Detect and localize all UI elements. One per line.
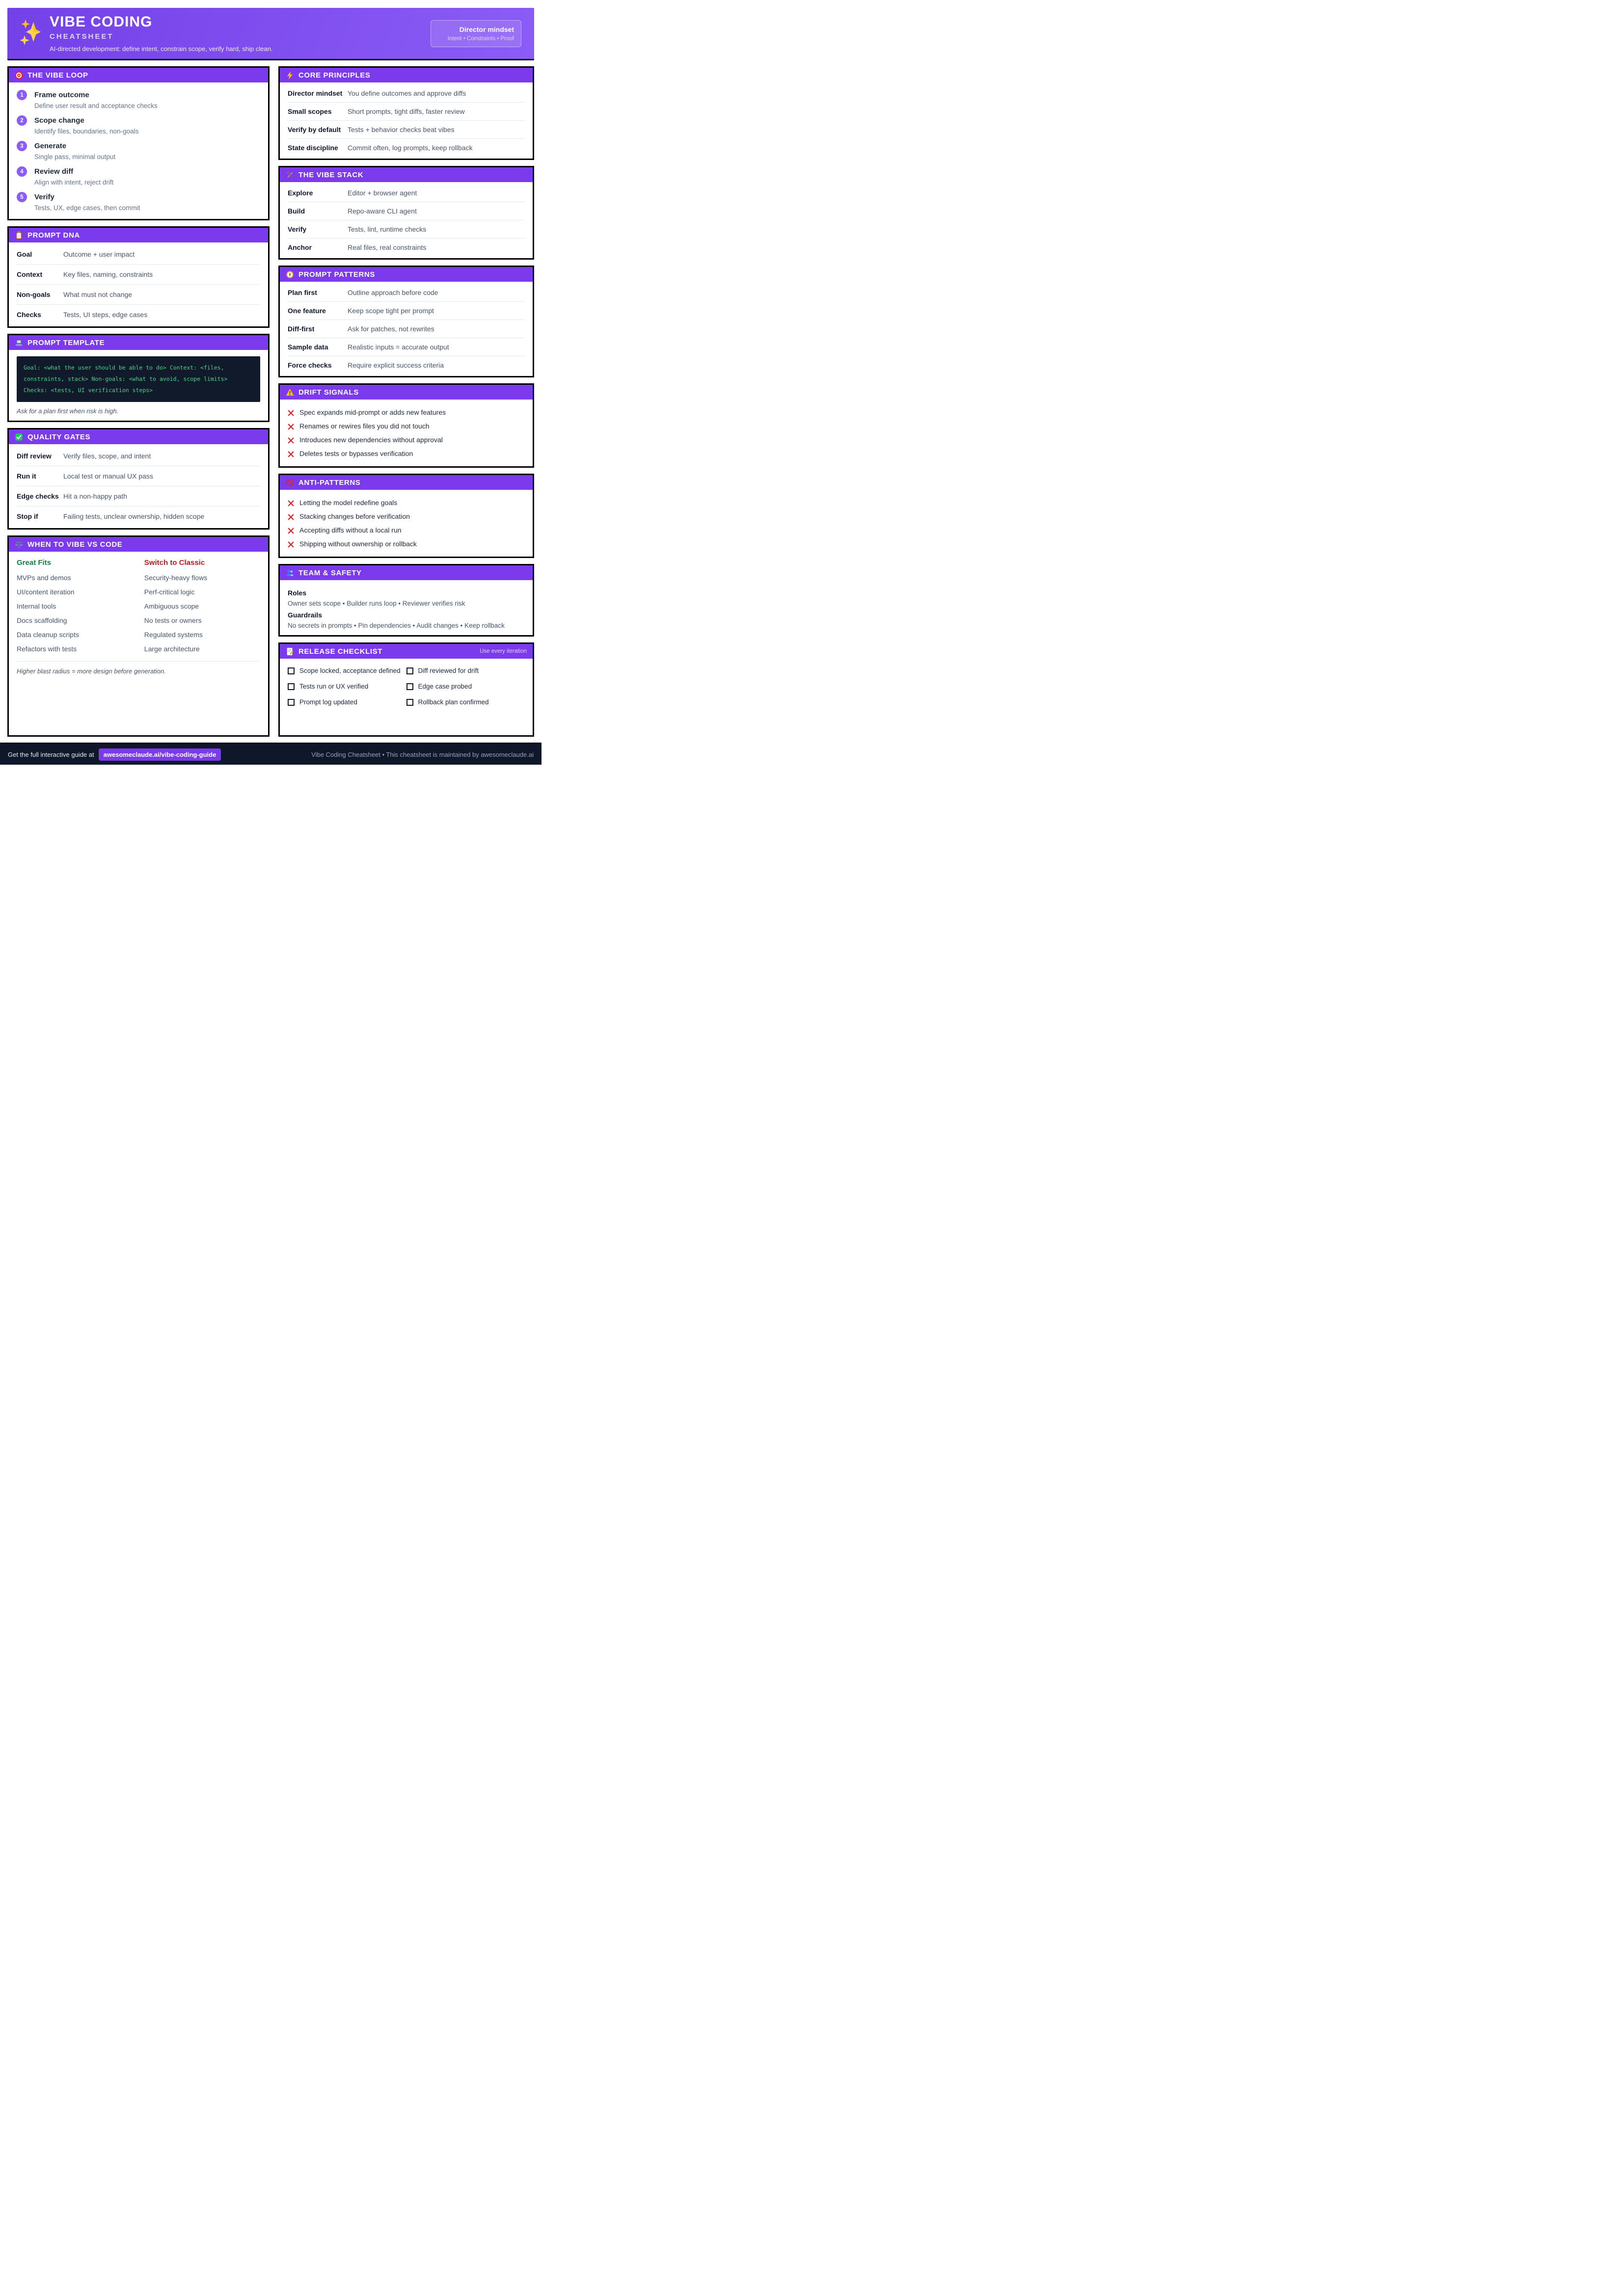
list-item-text: Accepting diffs without a local run	[299, 526, 402, 534]
prompt-template-body	[9, 350, 268, 421]
checklist-item	[406, 667, 525, 674]
row-key: Non-goals	[17, 291, 51, 298]
section-vibe-stack	[278, 166, 534, 260]
row-key: Small scopes	[288, 107, 332, 115]
checklist-item-label: Tests run or UX verified	[299, 683, 369, 690]
table-row	[288, 356, 525, 374]
table-row	[17, 305, 260, 324]
section-prompt-patterns	[278, 266, 534, 377]
section-title: ANTI-PATTERNS	[298, 478, 361, 487]
row-key: Explore	[288, 189, 313, 197]
footer-left	[8, 748, 221, 761]
group-text: Owner sets scope • Builder runs loop • Reviewer verifies risk	[288, 600, 465, 607]
list-item-text: Renames or rewires files you did not touch	[299, 422, 430, 430]
row-value: Tests, lint, runtime checks	[348, 225, 427, 233]
clipboard-icon	[15, 231, 23, 240]
list-item: No tests or owners	[144, 616, 202, 624]
section-header	[280, 475, 533, 490]
list-item: Perf-critical logic	[144, 588, 195, 596]
list-item-text: Spec expands mid-prompt or adds new features	[299, 408, 446, 416]
table-row	[288, 84, 525, 103]
mindset-subtitle: Intent • Constraints • Proof	[447, 35, 514, 42]
list-item	[288, 433, 525, 447]
table-row	[17, 486, 260, 507]
x-mark-icon	[288, 528, 294, 534]
table-row	[288, 239, 525, 256]
step-description: Define user result and acceptance checks	[34, 102, 158, 109]
list-item-text: Letting the model redefine goals	[299, 499, 398, 507]
section-title: PROMPT TEMPLATE	[27, 338, 105, 347]
section-title: DRIFT SIGNALS	[298, 388, 359, 397]
checklist-item	[288, 698, 406, 706]
row-value: Require explicit success criteria	[348, 361, 444, 369]
row-value: You define outcomes and approve diffs	[348, 89, 466, 97]
checklist-item	[288, 683, 406, 690]
loop-step	[17, 166, 260, 186]
section-quality-gates	[7, 428, 270, 530]
list-item: Large architecture	[144, 645, 200, 653]
step-title: Frame outcome	[34, 91, 89, 99]
footer-credit-text: Vibe Coding Cheatsheet • This cheatsheet is maintained by awesomeclaude.ai	[311, 750, 534, 758]
bolt-icon	[286, 71, 294, 80]
list-item	[288, 496, 525, 509]
row-key: Plan first	[288, 289, 317, 296]
section-header	[9, 335, 268, 350]
section-header	[280, 565, 533, 580]
section-anti-patterns	[278, 474, 534, 558]
step-title: Verify	[34, 193, 54, 201]
checkbox[interactable]	[406, 699, 413, 706]
tagline: AI-directed development: define intent, constrain scope, verify hard, ship clean.	[50, 45, 273, 53]
section-header	[280, 167, 533, 182]
section-title: RELEASE CHECKLIST	[298, 647, 383, 656]
section-drift-signals	[278, 383, 534, 468]
great-fits-column	[17, 559, 144, 659]
row-key: Verify	[288, 225, 307, 233]
row-value: Tests, UI steps, edge cases	[63, 311, 148, 319]
section-core-principles	[278, 66, 534, 160]
cheatsheet-page	[0, 0, 541, 737]
checklist-item-label: Edge case probed	[418, 683, 472, 690]
vibe-loop-steps	[9, 82, 268, 219]
prompt-patterns-table	[280, 282, 533, 376]
loop-step	[17, 140, 260, 160]
vibe-vs-code-columns	[9, 552, 268, 660]
row-key: Verify by default	[288, 126, 341, 133]
great-fits-title: Great Fits	[17, 559, 52, 567]
row-value: Real files, real constraints	[348, 243, 427, 251]
step-title: Review diff	[34, 167, 74, 176]
checklist-item-label: Diff reviewed for drift	[418, 667, 479, 674]
section-prompt-dna	[7, 226, 270, 328]
table-row	[288, 320, 525, 338]
row-key: Checks	[17, 311, 41, 319]
step-description: Tests, UX, edge cases, then commit	[34, 204, 140, 212]
anti-patterns-list	[280, 490, 533, 557]
step-number-badge: 5	[17, 192, 27, 202]
row-key: Director mindset	[288, 89, 343, 97]
row-value: Outline approach before code	[348, 289, 438, 296]
step-number-badge: 1	[17, 90, 27, 100]
list-item: MVPs and demos	[17, 574, 71, 582]
section-title: THE VIBE STACK	[298, 170, 364, 179]
row-key: Sample data	[288, 343, 328, 351]
row-key: Run it	[17, 472, 36, 480]
checkbox[interactable]	[406, 667, 413, 674]
step-number-badge: 3	[17, 141, 27, 151]
blast-radius-note: Higher blast radius = more design before generation.	[17, 661, 260, 681]
list-item-text: Stacking changes before verification	[299, 512, 410, 520]
vibe-stack-table	[280, 182, 533, 258]
right-column	[278, 66, 534, 737]
table-row	[288, 139, 525, 157]
row-key: One feature	[288, 307, 326, 315]
row-value: Failing tests, unclear ownership, hidden scope	[63, 512, 205, 520]
table-row	[288, 302, 525, 320]
table-row	[288, 121, 525, 139]
row-value: Realistic inputs = accurate output	[348, 343, 449, 351]
checkbox[interactable]	[406, 683, 413, 690]
group-text: No secrets in prompts • Pin dependencies • Audit changes • Keep rollback	[288, 622, 505, 629]
row-value: Tests + behavior checks beat vibes	[348, 126, 455, 133]
x-mark-icon	[288, 514, 294, 520]
checklist-item-label: Rollback plan confirmed	[418, 698, 489, 706]
section-vibe-loop	[7, 66, 270, 220]
table-row	[288, 184, 525, 202]
quality-gates-table	[9, 444, 268, 528]
section-header	[280, 644, 533, 659]
loop-step	[17, 115, 260, 135]
group-label: Roles	[288, 589, 307, 597]
footer-guide-text: Get the full interactive guide at	[8, 750, 94, 758]
section-header	[9, 429, 268, 444]
core-principles-table	[280, 82, 533, 159]
group-label: Guardrails	[288, 611, 323, 619]
mindset-box	[431, 20, 521, 47]
list-item: Docs scaffolding	[17, 616, 67, 624]
checklist-item	[406, 698, 525, 706]
step-description: Single pass, minimal output	[34, 153, 116, 160]
check-icon	[15, 433, 23, 441]
x-mark-icon	[288, 410, 294, 416]
step-title: Generate	[34, 142, 67, 150]
list-item	[288, 447, 525, 460]
mindset-title: Director mindset	[459, 25, 514, 33]
row-key: Goal	[17, 250, 32, 258]
checklist-item-label: Prompt log updated	[299, 698, 357, 706]
x-mark-icon	[288, 424, 294, 430]
row-key: State discipline	[288, 144, 338, 152]
step-number-badge: 4	[17, 166, 27, 177]
no-entry-icon	[286, 479, 294, 487]
section-header	[280, 385, 533, 400]
drift-signals-list	[280, 400, 533, 466]
section-header	[280, 267, 533, 282]
list-item	[288, 405, 525, 419]
guide-link-badge[interactable]: awesomeclaude.ai/vibe-coding-guide	[99, 748, 221, 761]
list-item: Refactors with tests	[17, 645, 77, 653]
row-key: Build	[288, 207, 305, 215]
tools-icon	[286, 171, 294, 179]
laptop-icon	[15, 339, 23, 347]
compass-icon	[286, 270, 294, 279]
page-title: VIBE CODING	[50, 13, 153, 30]
x-mark-icon	[288, 500, 294, 507]
template-note: Ask for a plan first when risk is high.	[17, 407, 119, 415]
checklist-item	[406, 683, 525, 690]
row-value: Ask for patches, not rewrites	[348, 325, 434, 333]
row-value: Keep scope tight per prompt	[348, 307, 434, 315]
section-team-safety	[278, 564, 534, 637]
table-row	[288, 284, 525, 302]
table-row	[288, 338, 525, 356]
list-item-text: Deletes tests or bypasses verification	[299, 450, 413, 457]
table-row	[288, 220, 525, 239]
warning-icon	[286, 388, 294, 397]
list-item	[288, 537, 525, 551]
loop-step	[17, 191, 260, 212]
list-item-text: Shipping without ownership or rollback	[299, 540, 417, 548]
content-columns	[7, 66, 534, 737]
target-icon	[15, 71, 23, 80]
table-row	[288, 103, 525, 121]
section-title: THE VIBE LOOP	[27, 71, 88, 80]
section-title: WHEN TO VIBE VS CODE	[27, 540, 123, 549]
section-header	[9, 537, 268, 552]
step-description: Identify files, boundaries, non-goals	[34, 128, 139, 135]
release-checklist-grid	[280, 659, 533, 714]
section-title: TEAM & SAFETY	[298, 568, 362, 577]
checklist-item	[288, 667, 406, 674]
row-value: Commit often, log prompts, keep rollback	[348, 144, 473, 152]
section-title: PROMPT PATTERNS	[298, 270, 375, 279]
row-key: Force checks	[288, 361, 332, 369]
page-subtitle: CHEATSHEET	[50, 32, 114, 41]
row-value: Outcome + user impact	[63, 250, 135, 258]
list-item: Regulated systems	[144, 631, 203, 639]
step-description: Align with intent, reject drift	[34, 179, 114, 186]
list-item: Security-heavy flows	[144, 574, 208, 582]
team-safety-body	[280, 580, 533, 635]
row-value: Repo-aware CLI agent	[348, 207, 417, 215]
sparkles-icon	[20, 19, 42, 48]
list-item: Data cleanup scripts	[17, 631, 79, 639]
row-key: Diff-first	[288, 325, 315, 333]
section-title: PROMPT DNA	[27, 231, 80, 240]
list-item	[288, 523, 525, 537]
table-row	[17, 285, 260, 305]
table-row	[17, 244, 260, 265]
list-item: Ambiguous scope	[144, 602, 199, 610]
row-key: Context	[17, 270, 43, 278]
x-mark-icon	[288, 437, 294, 444]
row-value: Verify files, scope, and intent	[63, 452, 151, 460]
switch-to-classic-column	[144, 559, 260, 659]
checkbox[interactable]	[288, 683, 295, 690]
memo-icon	[286, 647, 294, 656]
prompt-code-block: Goal: <what the user should be able to do> Context: <files, constraints, stack> Non-goals: <what to avoid, scope limits> Checks: <tests, UI verification steps>	[17, 356, 260, 402]
switch-to-classic-title: Switch to Classic	[144, 559, 205, 567]
section-header	[9, 68, 268, 82]
checkbox[interactable]	[288, 667, 295, 674]
row-key: Edge checks	[17, 492, 59, 500]
section-title: QUALITY GATES	[27, 432, 91, 441]
step-number-badge: 2	[17, 115, 27, 126]
row-value: Short prompts, tight diffs, faster review	[348, 107, 465, 115]
people-icon	[286, 569, 294, 577]
table-row	[288, 202, 525, 220]
footer	[0, 743, 541, 765]
section-header	[280, 68, 533, 82]
step-title: Scope change	[34, 116, 84, 125]
header	[7, 8, 534, 60]
list-item	[288, 509, 525, 523]
row-key: Stop if	[17, 512, 38, 520]
use-every-iteration-label: Use every iteration	[480, 648, 527, 654]
table-row	[17, 446, 260, 466]
scales-icon	[15, 540, 23, 549]
list-item-text: Introduces new dependencies without approval	[299, 436, 443, 444]
list-item: UI/content iteration	[17, 588, 75, 596]
row-value: Key files, naming, constraints	[63, 270, 153, 278]
section-prompt-template	[7, 334, 270, 422]
row-value: What must not change	[63, 291, 133, 298]
x-mark-icon	[288, 541, 294, 548]
row-value: Editor + browser agent	[348, 189, 417, 197]
prompt-dna-table	[9, 242, 268, 326]
loop-step	[17, 89, 260, 109]
table-row	[17, 466, 260, 486]
table-row	[17, 265, 260, 285]
section-header	[9, 228, 268, 242]
checkbox[interactable]	[288, 699, 295, 706]
row-key: Anchor	[288, 243, 312, 251]
row-value: Local test or manual UX pass	[63, 472, 153, 480]
section-vibe-vs-code	[7, 535, 270, 737]
table-row	[17, 507, 260, 526]
row-key: Diff review	[17, 452, 52, 460]
list-item	[288, 419, 525, 433]
header-text	[50, 15, 273, 53]
row-value: Hit a non-happy path	[63, 492, 127, 500]
x-mark-icon	[288, 451, 294, 457]
checklist-item-label: Scope locked, acceptance defined	[299, 667, 401, 674]
section-release-checklist	[278, 642, 534, 737]
left-column	[7, 66, 270, 737]
section-title: CORE PRINCIPLES	[298, 71, 371, 80]
list-item: Internal tools	[17, 602, 56, 610]
